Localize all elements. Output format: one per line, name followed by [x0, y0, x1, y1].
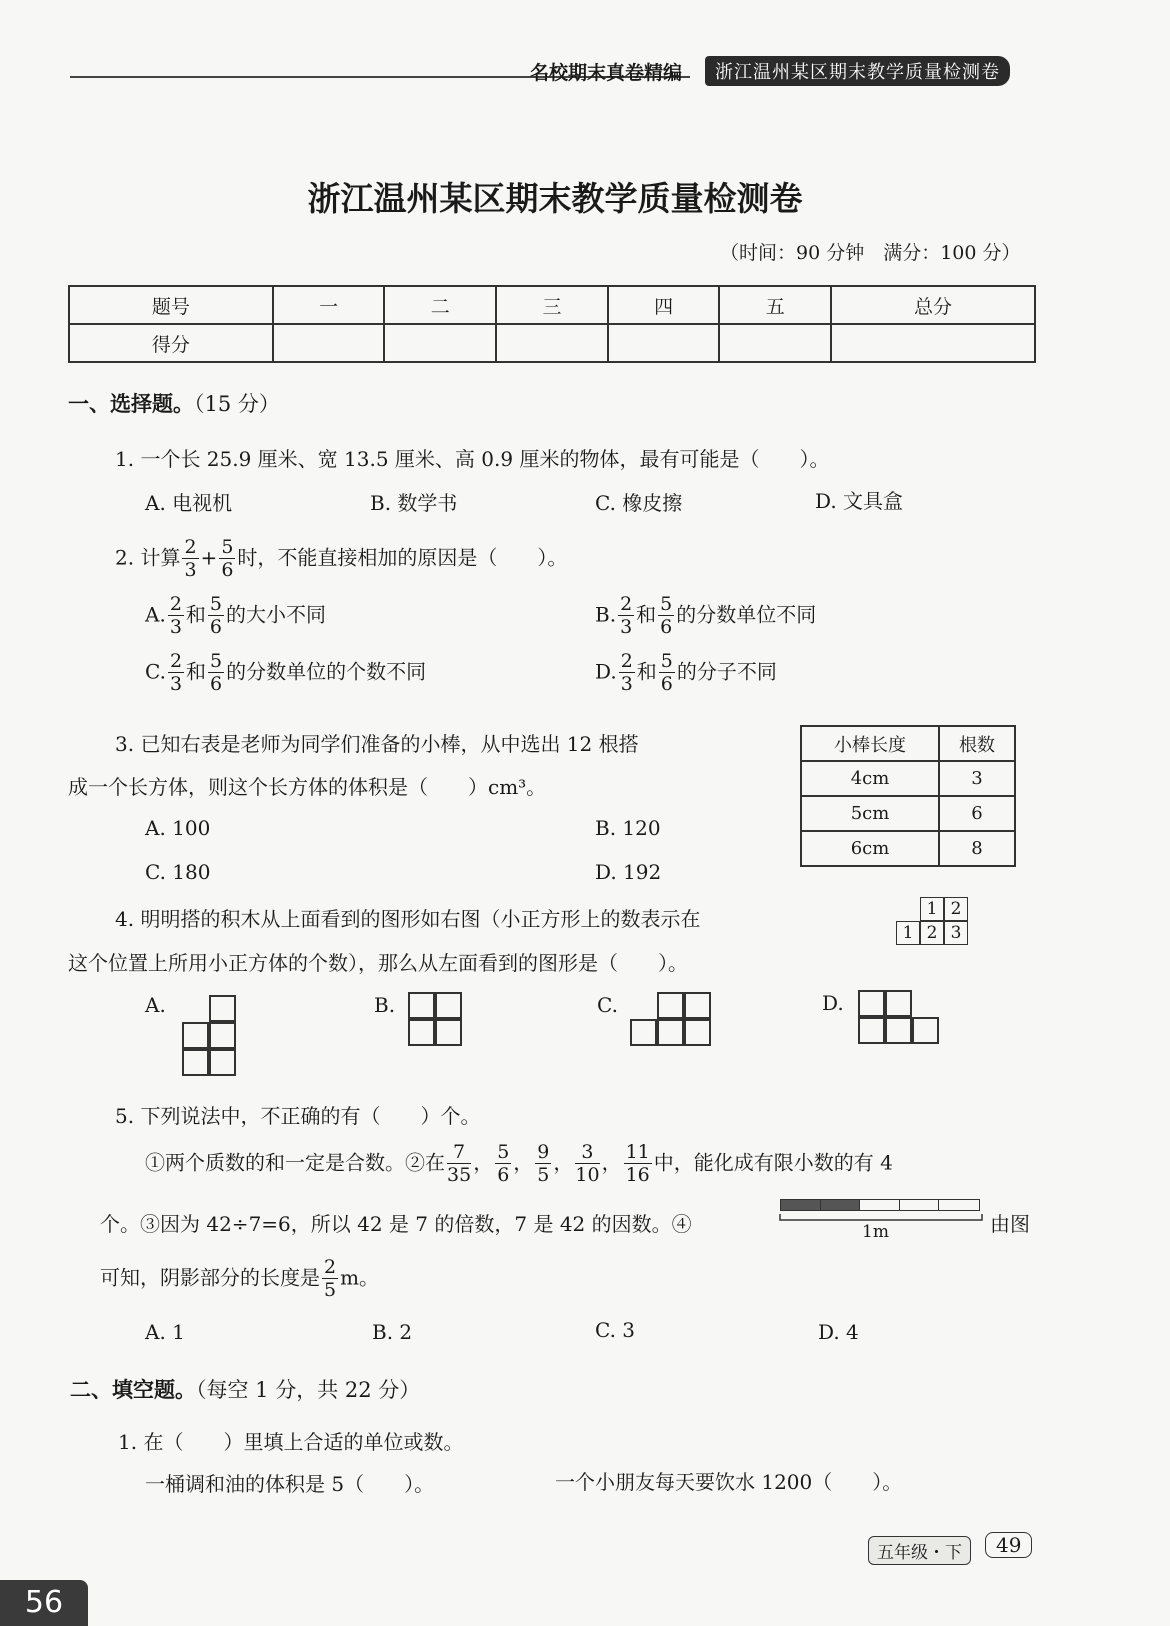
- denominator: 6: [497, 1164, 510, 1186]
- score-cell[interactable]: [719, 324, 831, 362]
- numerator: 5: [660, 650, 673, 672]
- denominator: 5: [324, 1279, 337, 1301]
- q5-line2: [145, 1143, 893, 1185]
- fraction: [575, 1143, 599, 1185]
- page-title: 浙江温州某区期末教学质量检测卷: [307, 179, 803, 218]
- block-square: [858, 1017, 885, 1044]
- option-text: 的分数单位的个数不同: [226, 659, 427, 684]
- sticks-count: 3: [939, 761, 1015, 796]
- fraction: [182, 538, 198, 580]
- score-cell[interactable]: [384, 324, 496, 362]
- block-square: [408, 992, 435, 1019]
- fraction: [619, 652, 635, 694]
- score-col: 一: [273, 286, 385, 324]
- block-square: [657, 1019, 684, 1046]
- section2-heading: [70, 1374, 420, 1404]
- top-view-cell: 2: [944, 897, 968, 921]
- numerator: 3: [575, 1143, 599, 1164]
- fraction: [535, 1143, 551, 1185]
- q5-line3-b: 由图: [990, 1212, 1030, 1236]
- q3-option-d: D. 192: [595, 860, 662, 884]
- denominator: 5: [537, 1164, 550, 1186]
- sticks-col-count: 根数: [939, 726, 1015, 761]
- denominator: 6: [660, 616, 673, 638]
- denominator: 35: [447, 1164, 472, 1186]
- q4-option-a-label: A.: [145, 993, 166, 1017]
- and-word: 和: [636, 659, 657, 684]
- numerator: 2: [620, 593, 633, 615]
- numerator: 9: [537, 1141, 550, 1163]
- sticks-length: 4cm: [801, 761, 939, 796]
- option-label: C.: [145, 659, 166, 684]
- block-square: [209, 995, 236, 1022]
- sticks-count: 6: [939, 796, 1015, 831]
- sticks-header: [801, 726, 1015, 761]
- bar-segment: [900, 1200, 940, 1210]
- bar-segment: [860, 1200, 900, 1210]
- q4-option-b-label: B.: [374, 993, 396, 1017]
- denominator: 3: [184, 559, 197, 581]
- bar-segment-shaded: [781, 1200, 821, 1210]
- numerator: 5: [660, 593, 673, 615]
- q2-prefix: 2. 计算: [115, 545, 181, 570]
- score-cell[interactable]: [831, 324, 1035, 362]
- numerator: 2: [184, 536, 197, 558]
- q1-text: 1. 一个长 25.9 厘米、宽 13.5 厘米、高 0.9 厘米的物体，最有可能是（ ）。: [115, 447, 830, 471]
- block-square: [630, 1019, 657, 1046]
- denominator: 16: [625, 1164, 650, 1186]
- numerator: 5: [209, 593, 222, 615]
- q5-option-a: A. 1: [145, 1320, 185, 1344]
- score-cell[interactable]: [608, 324, 720, 362]
- bar-segment: [939, 1200, 979, 1210]
- q5-line3-a: 个。③因为 42÷7=6，所以 42 是 7 的倍数，7 是 42 的因数。④: [100, 1212, 692, 1236]
- q2-option-d: [595, 652, 777, 694]
- numerator: 5: [497, 1141, 510, 1163]
- denominator: 3: [620, 673, 633, 695]
- option-text: 的分子不同: [676, 659, 777, 684]
- denominator: 10: [575, 1164, 600, 1186]
- denominator: 6: [209, 616, 222, 638]
- q3-line1: 3. 已知右表是老师为同学们准备的小棒，从中选出 12 根搭: [115, 732, 639, 756]
- block-square: [885, 990, 912, 1017]
- score-col: 五: [719, 286, 831, 324]
- section1-points: （15 分）: [194, 392, 280, 416]
- q1-option-c: C. 橡皮擦: [595, 491, 683, 515]
- comma: ，: [601, 1150, 622, 1175]
- q5-text: 可知，阴影部分的长度是: [100, 1265, 320, 1290]
- q4-option-d-label: D.: [822, 991, 844, 1015]
- denominator: 6: [210, 673, 223, 695]
- denominator: 6: [660, 673, 673, 695]
- option-label: B.: [595, 602, 617, 627]
- q2-suffix: 时，不能直接相加的原因是（ ）。: [237, 545, 568, 570]
- fraction: [322, 1258, 338, 1300]
- q5-text: ①两个质数的和一定是合数。②在: [145, 1150, 445, 1175]
- time-info: （时间：90 分钟 满分：100 分）: [720, 242, 1021, 264]
- sticks-count: 8: [939, 831, 1015, 866]
- fraction: [495, 1143, 511, 1185]
- score-col: 二: [384, 286, 496, 324]
- fraction: [618, 595, 634, 637]
- q4-option-c-label: C.: [597, 993, 618, 1017]
- score-cell[interactable]: [273, 324, 385, 362]
- block-square: [435, 992, 462, 1019]
- numerator: 2: [324, 1256, 337, 1278]
- section1-heading: [68, 388, 280, 418]
- score-col: 四: [608, 286, 720, 324]
- top-view-cell: 1: [896, 921, 920, 945]
- fraction: [219, 538, 235, 580]
- fill1-line1: 1. 在（ ）里填上合适的单位或数。: [118, 1430, 464, 1454]
- q5-option-c: C. 3: [595, 1318, 636, 1342]
- block-square: [182, 1049, 209, 1076]
- numerator: 5: [210, 650, 223, 672]
- numerator: 5: [221, 536, 234, 558]
- q4-line1: 4. 明明搭的积木从上面看到的图形如右图（小正方形上的数表示在: [115, 907, 701, 931]
- numerator: 2: [169, 650, 183, 672]
- block-square: [209, 1022, 236, 1049]
- comma: ，: [513, 1150, 534, 1175]
- fraction: [447, 1143, 471, 1185]
- sticks-col-length: 小棒长度: [801, 726, 939, 761]
- sticks-row: [801, 761, 1015, 796]
- fill1-b: 一个小朋友每天要饮水 1200（ ）。: [555, 1470, 903, 1494]
- block-square: [657, 992, 684, 1019]
- sticks-length: 5cm: [801, 796, 939, 831]
- denominator: 3: [169, 616, 182, 638]
- sticks-length: 6cm: [801, 831, 939, 866]
- score-row-label: 得分: [69, 324, 273, 362]
- block-square: [912, 1017, 939, 1044]
- block-square: [408, 1019, 435, 1046]
- comma: ，: [553, 1150, 574, 1175]
- header-series: 名校期末真卷精编: [530, 62, 683, 84]
- fraction: [624, 1143, 652, 1185]
- numerator: 11: [625, 1141, 650, 1163]
- meter-label: 1m: [862, 1222, 889, 1242]
- q5-text: m。: [340, 1265, 380, 1290]
- meter-bar: [780, 1199, 980, 1211]
- denominator: 3: [620, 616, 633, 638]
- q5-option-b: B. 2: [372, 1320, 413, 1344]
- score-header-row: [69, 286, 1035, 324]
- q5-text: 中，能化成有限小数的有 4: [653, 1150, 893, 1175]
- block-square: [885, 1017, 912, 1044]
- q4-line2: 这个位置上所用小正方体的个数），那么从左面看到的图形是（ ）。: [68, 951, 688, 975]
- q3-line2: 成一个长方体，则这个长方体的体积是（ ）cm³。: [68, 775, 547, 799]
- top-view-cell: 1: [920, 897, 944, 921]
- block-square: [684, 992, 711, 1019]
- option-label: D.: [595, 659, 617, 684]
- q3-option-c: C. 180: [145, 860, 211, 884]
- score-table: [68, 285, 1036, 363]
- fraction: [168, 595, 184, 637]
- sticks-row: [801, 831, 1015, 866]
- q3-option-b: B. 120: [595, 816, 661, 840]
- q2-stem: [115, 538, 567, 580]
- q1-option-a: A. 电视机: [145, 491, 233, 515]
- q3-option-a: A. 100: [145, 816, 211, 840]
- and-word: 和: [636, 602, 657, 627]
- fill1-a: 一桶调和油的体积是 5（ ）。: [145, 1472, 435, 1496]
- q2-option-c: [145, 652, 426, 694]
- option-label: A.: [145, 602, 166, 627]
- numerator: 2: [620, 650, 633, 672]
- fraction: [208, 595, 224, 637]
- grade-badge: 五年级・下: [868, 1536, 971, 1565]
- sticks-table: [800, 725, 1016, 867]
- fraction: [659, 652, 675, 694]
- q1-option-d: D. 文具盒: [815, 489, 904, 513]
- fraction: [658, 595, 674, 637]
- q1-option-b: B. 数学书: [370, 491, 458, 515]
- sticks-row: [801, 796, 1015, 831]
- option-text: 的大小不同: [226, 602, 326, 627]
- block-square: [858, 990, 885, 1017]
- numerator: 7: [447, 1143, 471, 1164]
- denominator: 3: [169, 673, 183, 695]
- and-word: 和: [186, 659, 207, 684]
- score-value-row: [69, 324, 1035, 362]
- comma: ，: [473, 1150, 494, 1175]
- page-number: 49: [985, 1532, 1032, 1558]
- block-square: [684, 1019, 711, 1046]
- q2-option-b: [595, 595, 816, 637]
- score-col: 三: [496, 286, 608, 324]
- corner-page-label: 56: [0, 1580, 88, 1626]
- denominator: 6: [221, 559, 234, 581]
- block-square: [209, 1049, 236, 1076]
- option-text: 的分数单位不同: [676, 602, 817, 627]
- score-col: 题号: [69, 286, 273, 324]
- score-col: 总分: [831, 286, 1035, 324]
- section2-points: （每空 1 分，共 22 分）: [196, 1378, 421, 1402]
- plus-sign: +: [200, 545, 218, 570]
- fraction: [208, 652, 224, 694]
- top-view-cell: 3: [944, 921, 968, 945]
- bar-segment-shaded: [821, 1200, 861, 1210]
- block-square: [435, 1019, 462, 1046]
- fraction: [168, 652, 184, 694]
- q5-line4: [100, 1258, 379, 1300]
- q2-option-a: [145, 595, 326, 637]
- q5-line1: 5. 下列说法中，不正确的有（ ）个。: [115, 1104, 481, 1128]
- numerator: 2: [169, 593, 182, 615]
- and-word: 和: [185, 602, 206, 627]
- top-view-cell: 2: [920, 921, 944, 945]
- header-exam-name: 浙江温州某区期末教学质量检测卷: [705, 56, 1010, 86]
- score-cell[interactable]: [496, 324, 608, 362]
- section2-title: 二、填空题。: [70, 1377, 196, 1402]
- block-square: [182, 1022, 209, 1049]
- section1-title: 一、选择题。: [68, 391, 194, 416]
- q5-option-d: D. 4: [818, 1320, 859, 1344]
